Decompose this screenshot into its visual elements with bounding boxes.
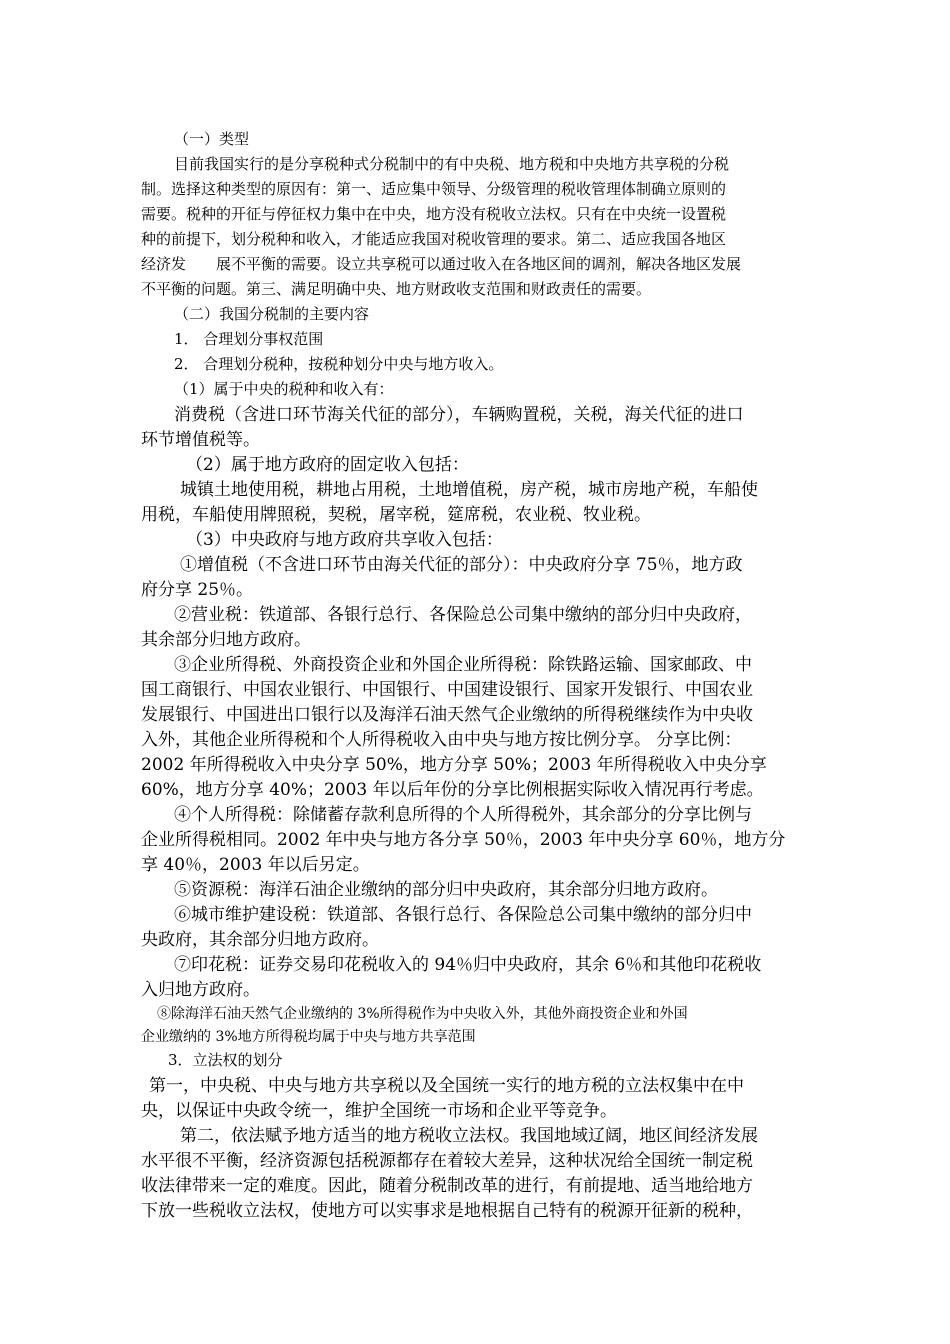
text-line: 下放一些税收立法权，使地方可以实事求是地根据自己特有的税源开征新的税种， xyxy=(141,1201,753,1221)
text-line: 发展银行、中国进出口银行以及海洋石油天然气企业缴纳的所得税继续作为中央收 xyxy=(141,705,753,725)
text-line: ④个人所得税：除储蓄存款利息所得的个人所得税外，其余部分的分享比例与 xyxy=(174,805,752,825)
text-line: ⑤资源税：海洋石油企业缴纳的部分归中央政府，其余部分归地方政府。 xyxy=(174,880,718,900)
sub-heading: （2）属于地方政府的固定收入包括： xyxy=(186,455,469,475)
heading-type: （一）类型 xyxy=(174,130,250,148)
text-line: 第二，依法赋予地方适当的地方税收立法权。我国地域辽阔，地区间经济发展 xyxy=(180,1126,758,1146)
sub-heading: （1）属于中央的税种和收入有： xyxy=(174,380,394,398)
heading-legislative: 3．立法权的划分 xyxy=(168,1051,283,1069)
text-line: 不平衡的问题。第三、满足明确中央、地方财政收支范围和财政责任的需要。 xyxy=(141,280,652,298)
heading-main-content: （二）我国分税制的主要内容 xyxy=(174,305,370,323)
text-line: 目前我国实行的是分享税种式分税制中的有中央税、地方税和中央地方共享税的分税 xyxy=(174,155,730,173)
text-line: 需要。税种的开征与停征权力集中在中央，地方没有税收立法权。只有在中央统一设置税 xyxy=(141,205,727,223)
text-line: 收法律带来一定的难度。因此，随着分税制改革的进行，有前提地、适当地给地方 xyxy=(141,1176,753,1196)
text-line: ⑧除海洋石油天然气企业缴纳的 3%所得税作为中央收入外，其他外商投资企业和外国 xyxy=(157,1006,688,1022)
list-item: 1． 合理划分事权范围 xyxy=(174,330,324,348)
text-line: 60%，地方分享 40%；2003 年以后年份的分享比例根据实际收入情况再行考虑。 xyxy=(141,780,764,800)
text-line: 企业缴纳的 3%地方所得税均属于中央与地方共享范围 xyxy=(141,1029,476,1045)
text-line: 2002 年所得税收入中央分享 50%，地方分享 50%；2003 年所得税收入中央分享 xyxy=(141,755,767,775)
text-line: 水平很不平衡，经济资源包括税源都存在着较大差异，这种状况给全国统一制定税 xyxy=(141,1151,753,1171)
text-line: 用税，车船使用牌照税，契税，屠宰税，筵席税，农业税、牧业税。 xyxy=(141,505,651,525)
text-line: 城镇土地使用税，耕地占用税，土地增值税，房产税，城市房地产税，车船使 xyxy=(180,480,758,500)
text-line: 企业所得税相同。2002 年中央与地方各分享 50％，2003 年中央分享 60％，地方分 xyxy=(141,830,786,850)
text-line: 种的前提下，划分税种和收入，才能适应我国对税收管理的要求。第二、适应我国各地区 xyxy=(141,230,727,248)
text-line: ⑥城市维护建设税：铁道部、各银行总行、各保险总公司集中缴纳的部分归中 xyxy=(174,905,752,925)
text-line: ⑦印花税：证券交易印花税收入的 94％归中央政府，其余 6％和其他印花税收 xyxy=(174,955,762,975)
text-line: 入归地方政府。 xyxy=(141,980,260,1000)
sub-heading: （3）中央政府与地方政府共享收入包括： xyxy=(186,530,503,550)
text-line: 第一，中央税、中央与地方共享税以及全国统一实行的地方税的立法权集中在中 xyxy=(149,1076,744,1096)
text-line: 制。选择这种类型的原因有：第一、适应集中领导、分级管理的税收管理体制确立原则的 xyxy=(141,180,727,198)
text-line: 央，以保证中央政令统一，维护全国统一市场和企业平等竞争。 xyxy=(141,1101,617,1121)
text-line: 其余部分归地方政府。 xyxy=(141,630,311,650)
text-line: 府分享 25％。 xyxy=(141,580,254,600)
text-line: 环节增值税等。 xyxy=(141,430,260,450)
text-line: 入外，其他企业所得税和个人所得税收入由中央与地方按比例分享。 分享比例： xyxy=(141,730,742,750)
list-item: 2． 合理划分税种，按税种划分中央与地方收入。 xyxy=(174,355,504,373)
text-line: 享 40％，2003 年以后另定。 xyxy=(141,855,370,875)
text-line: 经济发 展不平衡的需要。设立共享税可以通过收入在各地区间的调剂，解决各地区发展 xyxy=(141,255,742,273)
text-line: ①增值税（不含进口环节由海关代征的部分）：中央政府分享 75％，地方政 xyxy=(180,555,743,575)
text-line: ③企业所得税、外商投资企业和外国企业所得税：除铁路运输、国家邮政、中 xyxy=(174,655,752,675)
text-line: ②营业税：铁道部、各银行总行、各保险总公司集中缴纳的部分归中央政府， xyxy=(174,605,752,625)
text-line: 央政府，其余部分归地方政府。 xyxy=(141,930,379,950)
text-line: 消费税（含进口环节海关代征的部分），车辆购置税，关税，海关代征的进口 xyxy=(174,405,744,425)
text-line: 国工商银行、中国农业银行、中国银行、中国建设银行、国家开发银行、中国农业 xyxy=(141,680,753,700)
